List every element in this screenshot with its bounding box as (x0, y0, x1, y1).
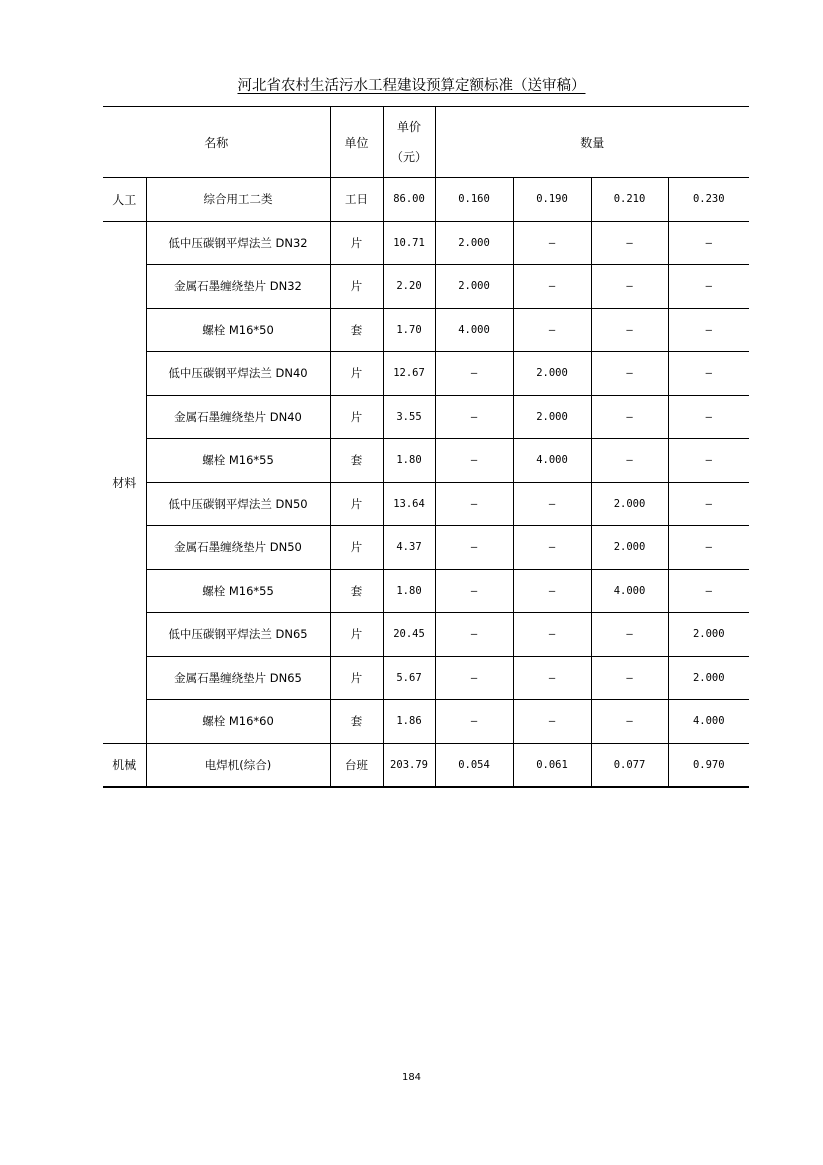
item-unit: 片 (330, 395, 383, 439)
page-number: 184 (401, 1072, 422, 1083)
item-name: 低中压碳钢平焊法兰 DN50 (146, 482, 330, 526)
item-quantity: – (591, 613, 668, 657)
item-unit: 片 (330, 265, 383, 309)
item-quantity: 2.000 (513, 395, 591, 439)
item-quantity: – (513, 656, 591, 700)
table-row (103, 308, 749, 352)
title-text: 河北省农村生活污水工程建设预算定额标准（送审稿） (237, 78, 586, 94)
header-price-line2: （元） (391, 150, 428, 164)
item-quantity: – (435, 526, 513, 570)
item-quantity: – (435, 352, 513, 396)
item-quantity: – (513, 482, 591, 526)
table-row (103, 700, 749, 744)
item-quantity: 4.000 (668, 700, 749, 744)
item-name: 金属石墨缠绕垫片 DN32 (146, 265, 330, 309)
item-quantity: 0.190 (513, 178, 591, 222)
item-quantity: – (435, 395, 513, 439)
item-quantity: – (513, 613, 591, 657)
item-name: 螺栓 M16*55 (146, 439, 330, 483)
item-unit: 套 (330, 700, 383, 744)
item-price: 12.67 (383, 352, 435, 396)
item-quantity: – (513, 526, 591, 570)
item-name: 金属石墨缠绕垫片 DN65 (146, 656, 330, 700)
item-name: 电焊机(综合) (146, 743, 330, 787)
item-quantity: – (591, 439, 668, 483)
table-row (103, 221, 749, 265)
item-quantity: – (591, 352, 668, 396)
item-quantity: 4.000 (513, 439, 591, 483)
item-name: 金属石墨缠绕垫片 DN50 (146, 526, 330, 570)
item-unit: 工日 (330, 178, 383, 222)
item-quantity: – (435, 439, 513, 483)
category-labor: 人工 (103, 178, 146, 222)
item-price: 2.20 (383, 265, 435, 309)
item-price: 1.86 (383, 700, 435, 744)
item-quantity: – (668, 221, 749, 265)
header-price-line1: 单价 (397, 120, 422, 134)
table-row (103, 526, 749, 570)
item-quantity: – (513, 308, 591, 352)
header-name: 名称 (103, 107, 330, 178)
item-quantity: 0.077 (591, 743, 668, 787)
item-quantity: 2.000 (591, 526, 668, 570)
category-material: 材料 (103, 221, 146, 743)
item-quantity: 2.000 (513, 352, 591, 396)
item-quantity: – (591, 221, 668, 265)
item-quantity: – (591, 700, 668, 744)
item-quantity: – (668, 482, 749, 526)
quota-table (103, 106, 749, 788)
item-quantity: 2.000 (435, 221, 513, 265)
item-unit: 套 (330, 569, 383, 613)
item-quantity: 4.000 (435, 308, 513, 352)
item-unit: 套 (330, 439, 383, 483)
category-machine: 机械 (103, 743, 146, 787)
item-price: 5.67 (383, 656, 435, 700)
table-row (103, 352, 749, 396)
item-name: 低中压碳钢平焊法兰 DN32 (146, 221, 330, 265)
item-quantity: 2.000 (591, 482, 668, 526)
item-price: 86.00 (383, 178, 435, 222)
table-row (103, 569, 749, 613)
item-name: 综合用工二类 (146, 178, 330, 222)
item-quantity: 0.160 (435, 178, 513, 222)
item-quantity: – (513, 569, 591, 613)
document-title (0, 74, 823, 95)
item-quantity: 2.000 (668, 613, 749, 657)
item-unit: 片 (330, 526, 383, 570)
item-quantity: – (668, 352, 749, 396)
item-name: 金属石墨缠绕垫片 DN40 (146, 395, 330, 439)
item-unit: 片 (330, 482, 383, 526)
item-quantity: – (668, 308, 749, 352)
item-quantity: – (513, 265, 591, 309)
item-quantity: 4.000 (591, 569, 668, 613)
item-unit: 台班 (330, 743, 383, 787)
table-row (103, 178, 749, 222)
item-price: 1.80 (383, 569, 435, 613)
item-quantity: – (591, 308, 668, 352)
item-quantity: – (668, 265, 749, 309)
item-price: 3.55 (383, 395, 435, 439)
table-row (103, 395, 749, 439)
item-quantity: 0.210 (591, 178, 668, 222)
item-unit: 片 (330, 613, 383, 657)
item-quantity: – (591, 395, 668, 439)
item-price: 20.45 (383, 613, 435, 657)
item-quantity: 0.230 (668, 178, 749, 222)
item-price: 1.70 (383, 308, 435, 352)
table-row (103, 656, 749, 700)
item-name: 低中压碳钢平焊法兰 DN40 (146, 352, 330, 396)
item-price: 4.37 (383, 526, 435, 570)
item-price: 203.79 (383, 743, 435, 787)
item-quantity: – (591, 656, 668, 700)
item-name: 螺栓 M16*60 (146, 700, 330, 744)
item-quantity: – (435, 613, 513, 657)
item-quantity: – (668, 395, 749, 439)
item-unit: 片 (330, 352, 383, 396)
item-price: 1.80 (383, 439, 435, 483)
item-quantity: – (513, 221, 591, 265)
header-unit: 单位 (330, 107, 383, 178)
item-quantity: – (668, 439, 749, 483)
item-quantity: 0.061 (513, 743, 591, 787)
item-quantity: – (591, 265, 668, 309)
item-unit: 片 (330, 221, 383, 265)
item-unit: 片 (330, 656, 383, 700)
table-row (103, 265, 749, 309)
table-row (103, 743, 749, 787)
item-quantity: – (435, 569, 513, 613)
item-quantity: 2.000 (435, 265, 513, 309)
item-quantity: – (435, 656, 513, 700)
item-name: 螺栓 M16*55 (146, 569, 330, 613)
table-row (103, 439, 749, 483)
item-quantity: 0.054 (435, 743, 513, 787)
header-quantity: 数量 (435, 107, 749, 178)
item-name: 低中压碳钢平焊法兰 DN65 (146, 613, 330, 657)
item-quantity: 2.000 (668, 656, 749, 700)
table-row (103, 613, 749, 657)
item-quantity: – (435, 482, 513, 526)
item-name: 螺栓 M16*50 (146, 308, 330, 352)
item-quantity: – (668, 526, 749, 570)
header-row (103, 107, 749, 178)
item-quantity: – (668, 569, 749, 613)
item-unit: 套 (330, 308, 383, 352)
item-quantity: 0.970 (668, 743, 749, 787)
item-price: 13.64 (383, 482, 435, 526)
table-row (103, 482, 749, 526)
item-quantity: – (513, 700, 591, 744)
header-price (383, 107, 435, 178)
item-price: 10.71 (383, 221, 435, 265)
item-quantity: – (435, 700, 513, 744)
